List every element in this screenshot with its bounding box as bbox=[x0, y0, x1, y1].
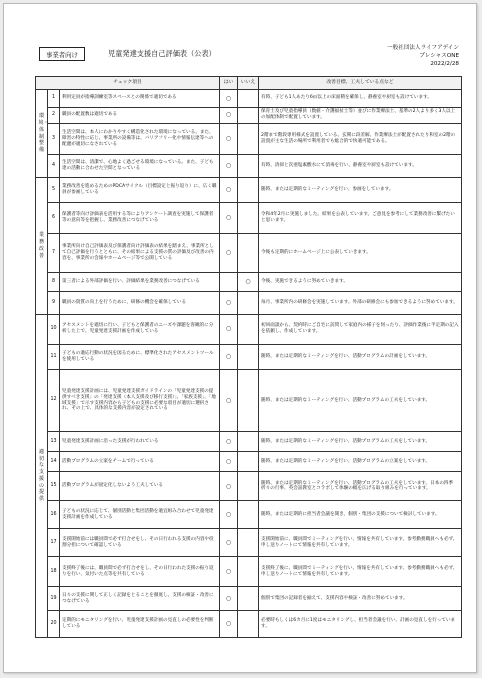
yes-mark: ○ bbox=[220, 233, 238, 272]
check-item: 事業所向け自己評価表及び保護者向け評価表の結果を踏まえ、事業所として自己評価を行うとともに、その結果による支援の質の評価及び改善の内容を、事業所の会報やホームページ等で公開している bbox=[60, 233, 220, 272]
self-evaluation-table bbox=[35, 76, 462, 638]
check-item: 日々の支援に関して正しく記録をとることを徹底し、支援の検証・改善につなげている bbox=[60, 587, 220, 611]
improvement-note: 2階まで階段専用様式を設置している。玄関に段差解、作業療法士が配置されたり和室の2階の設置が主な生活の場所で利用者でも総合的で快適可能である。 bbox=[259, 123, 462, 155]
yes-mark: ○ bbox=[220, 587, 238, 611]
check-item: 活動プログラムが固定化しないよう工夫している bbox=[60, 472, 220, 501]
issuer-block bbox=[387, 44, 459, 68]
improvement-note: 随時、または定期的なミーティングを行い、参画をしています。 bbox=[259, 178, 462, 203]
improvement-note: 随時、または定期的に担当者会議を開き、個別・集団の支援について検討しています。 bbox=[259, 501, 462, 529]
table-row bbox=[36, 611, 462, 638]
check-item: 生活空間は、清潔で、心地よく過ごせる環境になっている。また、子ども達の活動に合わせた空間となっている bbox=[60, 155, 220, 178]
header-yes: はい bbox=[220, 77, 238, 90]
check-item: 生活空間は、本人にわかりやすく構造化された環境になっている。また、障害の特性に応じ、事業所の設備等は、バリアフリー化や情報伝達等への配慮が適切になされている bbox=[60, 123, 220, 155]
yes-mark: ○ bbox=[220, 529, 238, 557]
check-item: 児童発達支援計画には、児童発達支援ガイドラインの「児童発達支援の提供すべき支援」の「発達支援（本人支援及び移行支援）」、「家族支援」、「地域支援」で示す支援内容から子どもの支援に必要な項目が適切に選択され、その上で、具体的な支援内容が設定されている bbox=[60, 370, 220, 432]
yes-mark: ○ bbox=[220, 90, 238, 108]
improvement-note: 毎月、事業所内の研修会を実施しています。外部の研修会にも参加できるように努めています。 bbox=[259, 291, 462, 314]
check-item: 業務改善を進めるためのPDCAサイクル（目標設定と振り返り）に、広く職員が参画している bbox=[60, 178, 220, 203]
yes-mark: ○ bbox=[220, 291, 238, 314]
row-number: 2 bbox=[48, 107, 60, 123]
table-row bbox=[36, 291, 462, 314]
row-number: 3 bbox=[48, 123, 60, 155]
no-mark bbox=[238, 472, 259, 501]
check-item: 職員の配置数は適切である bbox=[60, 107, 220, 123]
category-label: 適切な支援の提供 bbox=[38, 448, 44, 502]
yes-mark: ○ bbox=[220, 370, 238, 432]
row-number: 6 bbox=[48, 203, 60, 233]
no-mark bbox=[238, 611, 259, 638]
header-item: チェック項目 bbox=[36, 77, 220, 90]
check-item: アセスメントを適切に行い、子どもと保護者のニーズや課題を客観的に分析した上で、児童発達支援計画を作成している bbox=[60, 314, 220, 344]
improvement-note: 個別で集団の記録者を揃えて、支援内容や検証・改善に努めています。 bbox=[259, 587, 462, 611]
header-no: いいえ bbox=[238, 77, 259, 90]
no-mark bbox=[238, 203, 259, 233]
yes-mark bbox=[220, 272, 238, 291]
no-mark bbox=[238, 529, 259, 557]
row-number: 8 bbox=[48, 272, 60, 291]
row-number: 11 bbox=[48, 344, 60, 369]
no-mark bbox=[238, 314, 259, 344]
table-row bbox=[36, 314, 462, 344]
issuer-name: 一般社団法人ライフアデイン bbox=[387, 45, 459, 51]
improvement-note: 初回面談から、契約時にご自宅に訪問して家庭内の様子を伺ったり、評価作業後に半定期の記入を依頼し、作成しています。 bbox=[259, 314, 462, 344]
improvement-note: 今後も定期的にホームページ上に公表していきます。 bbox=[259, 233, 462, 272]
table-row bbox=[36, 472, 462, 501]
row-number: 17 bbox=[48, 529, 60, 557]
yes-mark: ○ bbox=[220, 472, 238, 501]
no-mark bbox=[238, 107, 259, 123]
row-number: 20 bbox=[48, 611, 60, 638]
yes-mark: ○ bbox=[220, 557, 238, 587]
improvement-note: 有時、清掃と次亜塩素酸水にて消毒を行い、静養室や厨室も設けています。 bbox=[259, 155, 462, 178]
table-row bbox=[36, 501, 462, 529]
issue-date: 2022/2/28 bbox=[430, 61, 459, 67]
category-label: 業務改善 bbox=[38, 232, 44, 259]
row-number: 19 bbox=[48, 587, 60, 611]
table-header-row bbox=[36, 77, 462, 90]
row-number: 1 bbox=[48, 90, 60, 108]
check-item: 定期的にモニタリングを行い、児童発達支援計画の見直しの必要性を判断している bbox=[60, 611, 220, 638]
no-mark: ○ bbox=[238, 272, 259, 291]
table-row bbox=[36, 233, 462, 272]
table-row bbox=[36, 529, 462, 557]
no-mark bbox=[238, 178, 259, 203]
table-row bbox=[36, 344, 462, 369]
improvement-note: 随時、または定期的なミーティングを行い、活動プログラムの計画をしています。 bbox=[259, 344, 462, 369]
yes-mark: ○ bbox=[220, 107, 238, 123]
row-number: 9 bbox=[48, 291, 60, 314]
row-number: 16 bbox=[48, 501, 60, 529]
category-cell bbox=[36, 90, 48, 178]
no-mark bbox=[238, 370, 259, 432]
no-mark bbox=[238, 155, 259, 178]
table-row bbox=[36, 178, 462, 203]
check-item: 子どもの状況に応じて、個別活動と集団活動を適宜組み合わせて児童発達支援計画を作成している bbox=[60, 501, 220, 529]
improvement-note: 令和4年2月に実施しました。結果を公表しています。ご意見を参考にして業務改善に繋げたいと思います。 bbox=[259, 203, 462, 233]
category-cell bbox=[36, 178, 48, 314]
yes-mark: ○ bbox=[220, 611, 238, 638]
office-name: プレシャスONE bbox=[419, 53, 459, 59]
row-number: 15 bbox=[48, 472, 60, 501]
table-row bbox=[36, 203, 462, 233]
table-row bbox=[36, 272, 462, 291]
row-number: 18 bbox=[48, 557, 60, 587]
check-item: 職員の資質の向上を行うために、研修の機会を確保している bbox=[60, 291, 220, 314]
yes-mark: ○ bbox=[220, 452, 238, 472]
improvement-note: 有時、子ども1人あたり6㎡以上の床面積を確保し、静養室や厨室も設けています。 bbox=[259, 90, 462, 108]
audience-tag: 事業者向け bbox=[39, 47, 85, 61]
category-label: 環境・体制整備 bbox=[38, 113, 49, 154]
yes-mark: ○ bbox=[220, 431, 238, 451]
row-number: 14 bbox=[48, 452, 60, 472]
row-number: 4 bbox=[48, 155, 60, 178]
no-mark bbox=[238, 501, 259, 529]
check-item: 子どもの適応行動の状況を図るために、標準化されたアセスメントツールを使用している bbox=[60, 344, 220, 369]
no-mark bbox=[238, 233, 259, 272]
improvement-note: 必要時もしくは6カ月に1度はモニタリングし、担当者会議を行い、計画の見直しを行っています。 bbox=[259, 611, 462, 638]
table-row bbox=[36, 370, 462, 432]
no-mark bbox=[238, 587, 259, 611]
table-row bbox=[36, 90, 462, 108]
check-item: 第三者による外部評価を行い、評価結果を業務改善につなげている bbox=[60, 272, 220, 291]
improvement-note: 今後、実施できるように努めていきます。 bbox=[259, 272, 462, 291]
table-row bbox=[36, 123, 462, 155]
check-item: 支援終了後には、職員間で必ず打合せをし、その日行われた支援の振り返りを行い、気付いた点等を共有している bbox=[60, 557, 220, 587]
improvement-note: 保育士及び児童指導員（数値・介護福祉士等）並びに作業療法士、基準の2人より多く3人以上の加配体制で配置しています。 bbox=[259, 107, 462, 123]
table-row bbox=[36, 452, 462, 472]
row-number: 13 bbox=[48, 431, 60, 451]
no-mark bbox=[238, 557, 259, 587]
table-row bbox=[36, 107, 462, 123]
check-item: 利用定員が指導訓練室等スペースとの関係で適切である bbox=[60, 90, 220, 108]
yes-mark: ○ bbox=[220, 155, 238, 178]
row-number: 12 bbox=[48, 370, 60, 432]
no-mark bbox=[238, 344, 259, 369]
yes-mark: ○ bbox=[220, 203, 238, 233]
improvement-note: 支援開始前に、職員間でミーティングを行い、情報を共有しています。参考勤務職員へも必ず、申し送りノートにて情報を共有しています。 bbox=[259, 529, 462, 557]
row-number: 7 bbox=[48, 233, 60, 272]
yes-mark: ○ bbox=[220, 344, 238, 369]
check-item: 活動プログラムの立案をチームで行っている bbox=[60, 452, 220, 472]
no-mark bbox=[238, 90, 259, 108]
yes-mark: ○ bbox=[220, 501, 238, 529]
row-number: 10 bbox=[48, 314, 60, 344]
no-mark bbox=[238, 123, 259, 155]
no-mark bbox=[238, 452, 259, 472]
document-title: 児童発達支援自己評価表（公表） bbox=[108, 49, 216, 58]
improvement-note: 支援終了後に、職員間でミーティングを行い、情報を共有しています。参考勤務職員へも必ず、申し送りノートにて情報を共有しています。 bbox=[259, 557, 462, 587]
table-row bbox=[36, 431, 462, 451]
table-row bbox=[36, 557, 462, 587]
row-number: 5 bbox=[48, 178, 60, 203]
yes-mark: ○ bbox=[220, 178, 238, 203]
yes-mark: ○ bbox=[220, 314, 238, 344]
yes-mark: ○ bbox=[220, 123, 238, 155]
check-item: 保護者等向け評価表を活用する等によりアンケート調査を実施して保護者等の意向等を把握し、業務改善につなげている bbox=[60, 203, 220, 233]
improvement-note: 随時、または定期的なミーティングを行い、活動プログラムの立案をしています。 bbox=[259, 452, 462, 472]
table-row bbox=[36, 155, 462, 178]
improvement-note: 随時、または定期的なミーティングを行い、活動プログラムの工夫をしています。 bbox=[259, 370, 462, 432]
header-note: 改善目標、工夫している点など bbox=[259, 77, 462, 90]
check-item: 児童発達支援計画に沿った支援が行われている bbox=[60, 431, 220, 451]
category-cell bbox=[36, 314, 48, 638]
improvement-note: 随時、または定期的なミーティングを行い、活動プログラムの工夫をしています。 bbox=[259, 431, 462, 451]
check-item: 支援開始前には職員間で必ず打合せをし、その日行われる支援の内容や役割分担について確認している bbox=[60, 529, 220, 557]
table-row bbox=[36, 587, 462, 611]
no-mark bbox=[238, 431, 259, 451]
improvement-note: 随時、または定期的なミーティングを行い、活動プログラムの工夫をしています。日本の四季折々の行事、英会話教室とコラボして体験の幅を広げる取り組みを行っています。 bbox=[259, 472, 462, 501]
no-mark bbox=[238, 291, 259, 314]
